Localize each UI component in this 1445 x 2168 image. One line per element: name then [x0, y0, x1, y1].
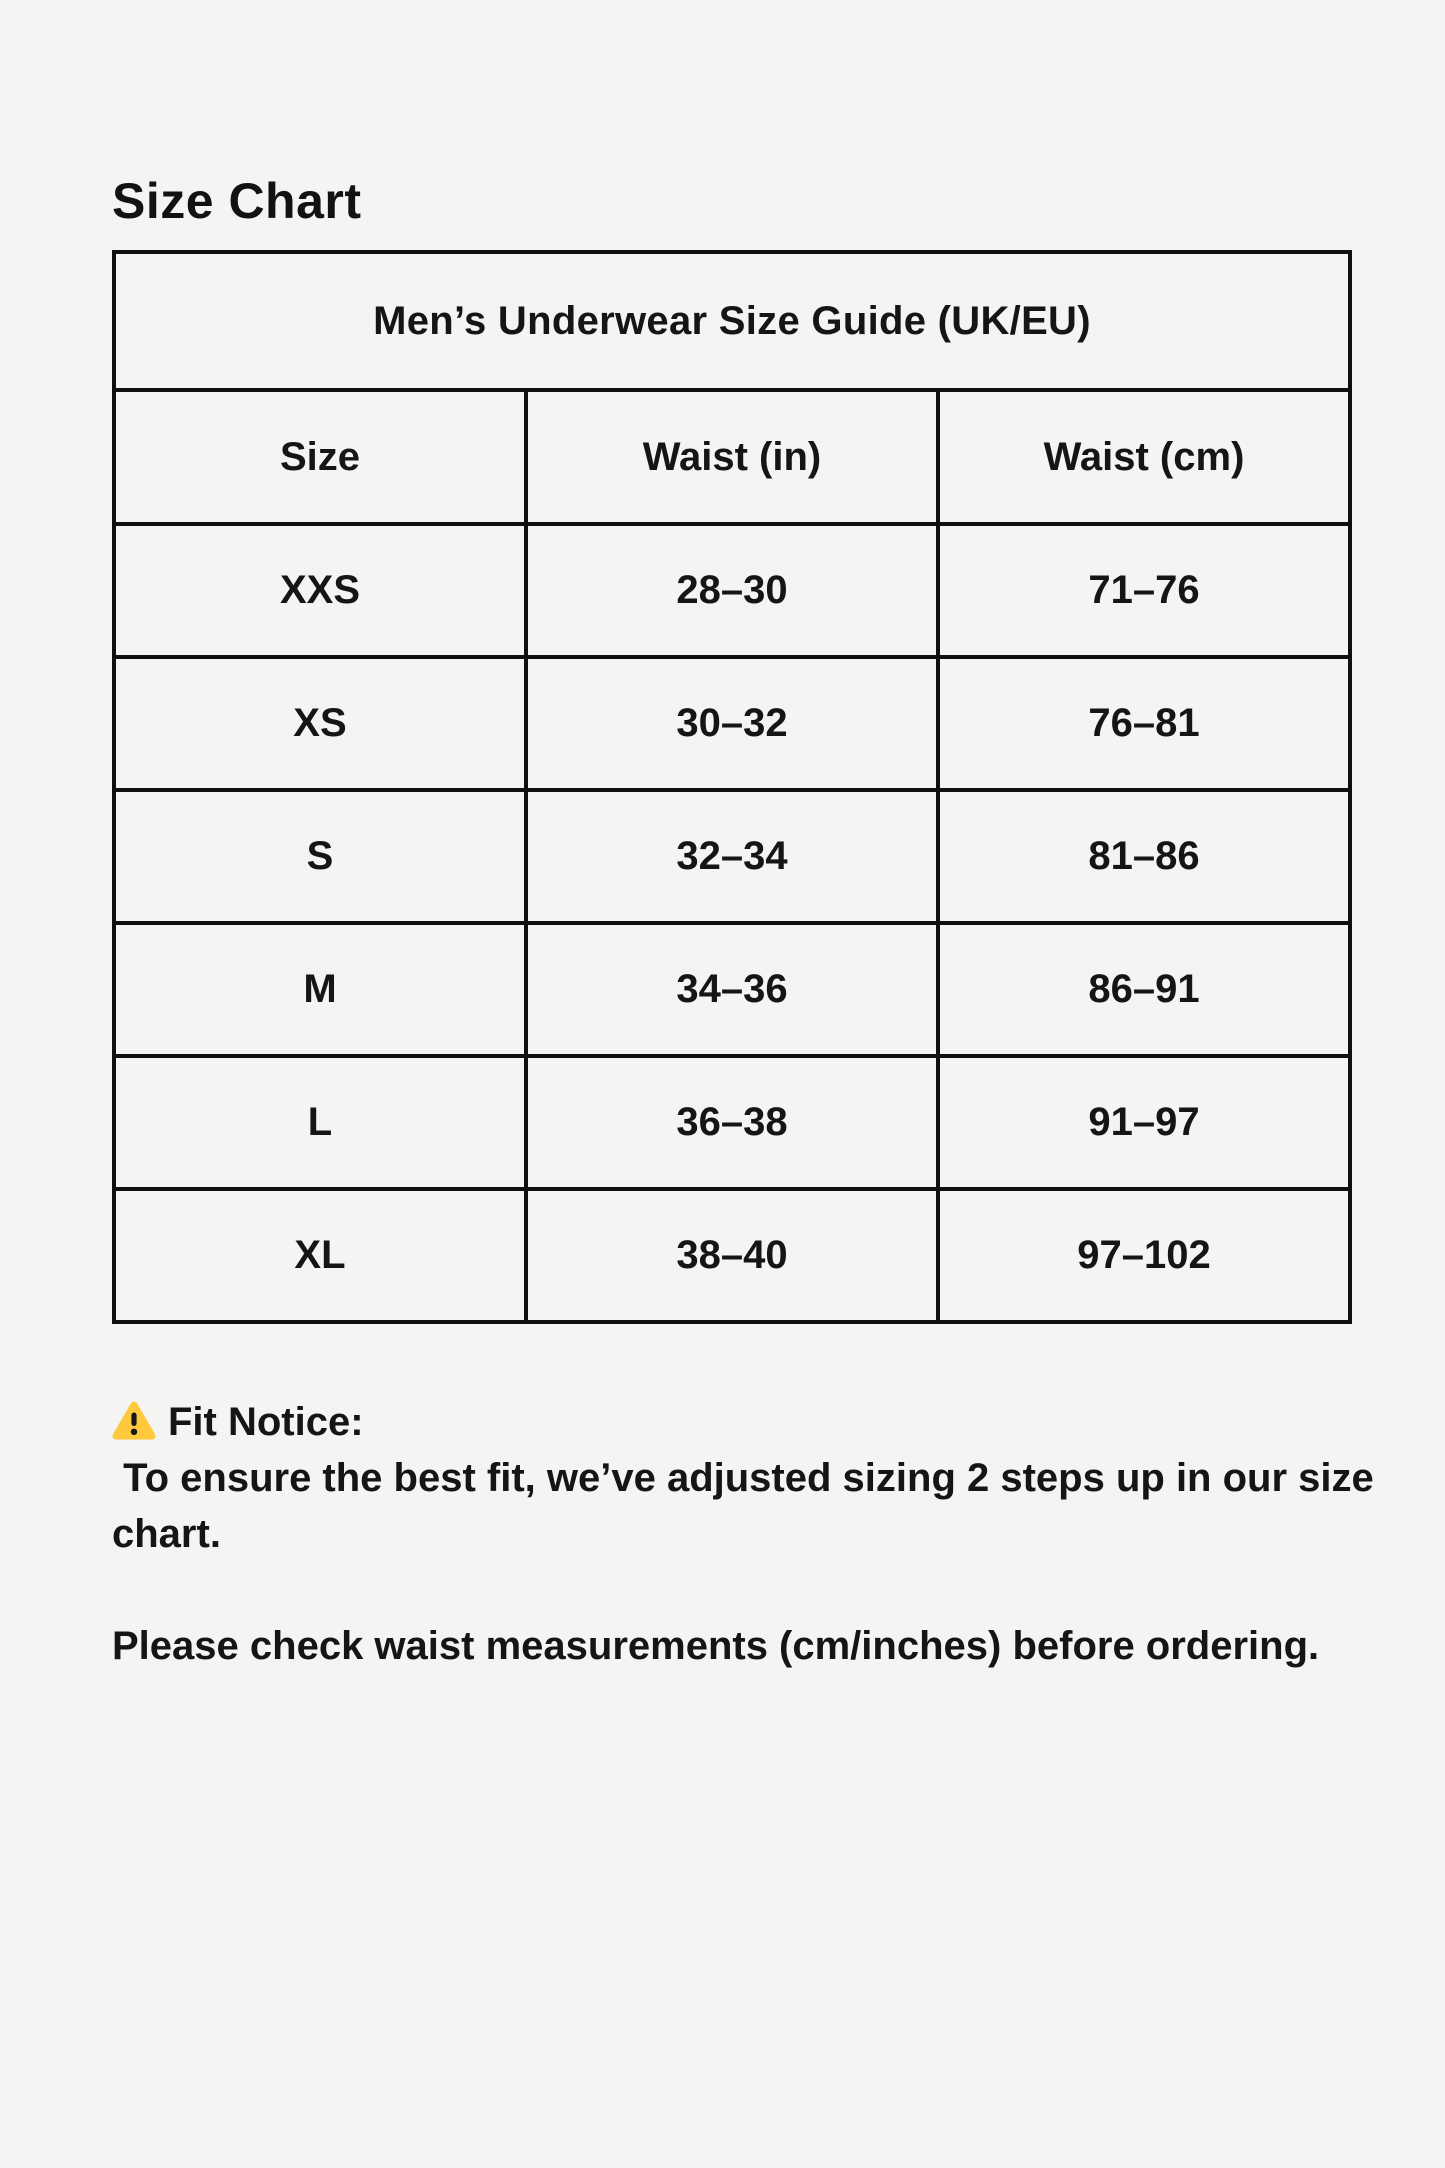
- waist-cm-cell: 86–91: [938, 923, 1350, 1056]
- ordering-note-text: Please check waist measurements (cm/inches) before ordering.: [112, 1624, 1320, 1668]
- column-header-size: Size: [114, 390, 526, 524]
- waist-in-cell: 38–40: [526, 1189, 938, 1322]
- page-title: Size Chart: [112, 172, 362, 229]
- table-row-xxs: [114, 524, 1350, 657]
- table-row-xs: [114, 657, 1350, 790]
- table-caption-row: [114, 252, 1350, 390]
- waist-cm-cell: 81–86: [938, 790, 1350, 923]
- waist-cm-cell: 97–102: [938, 1189, 1350, 1322]
- size-cell: M: [114, 923, 526, 1056]
- waist-cm-cell: 71–76: [938, 524, 1350, 657]
- fit-notice-heading: [112, 1394, 1377, 1450]
- size-cell: XXS: [114, 524, 526, 657]
- column-header-waist-cm: Waist (cm): [938, 390, 1350, 524]
- waist-in-cell: 32–34: [526, 790, 938, 923]
- size-cell: L: [114, 1056, 526, 1189]
- warning-triangle-icon: [112, 1400, 156, 1442]
- waist-in-cell: 36–38: [526, 1056, 938, 1189]
- table-row-l: [114, 1056, 1350, 1189]
- fit-notice-text: To ensure the best fit, we’ve adjusted sizing 2 steps up in our size chart.: [112, 1456, 1385, 1556]
- table-caption: Men’s Underwear Size Guide (UK/EU): [114, 252, 1350, 390]
- size-cell: S: [114, 790, 526, 923]
- waist-in-cell: 34–36: [526, 923, 938, 1056]
- table-row-s: [114, 790, 1350, 923]
- table-row-xl: [114, 1189, 1350, 1322]
- waist-cm-cell: 91–97: [938, 1056, 1350, 1189]
- table-row-m: [114, 923, 1350, 1056]
- size-chart-table: [112, 250, 1352, 1324]
- table-header-row: [114, 390, 1350, 524]
- waist-in-cell: 28–30: [526, 524, 938, 657]
- fit-notice-title: Fit Notice:: [168, 1400, 364, 1444]
- waist-in-cell: 30–32: [526, 657, 938, 790]
- size-cell: XL: [114, 1189, 526, 1322]
- size-cell: XS: [114, 657, 526, 790]
- waist-cm-cell: 76–81: [938, 657, 1350, 790]
- fit-notice: [112, 1394, 1385, 1674]
- column-header-waist-in: Waist (in): [526, 390, 938, 524]
